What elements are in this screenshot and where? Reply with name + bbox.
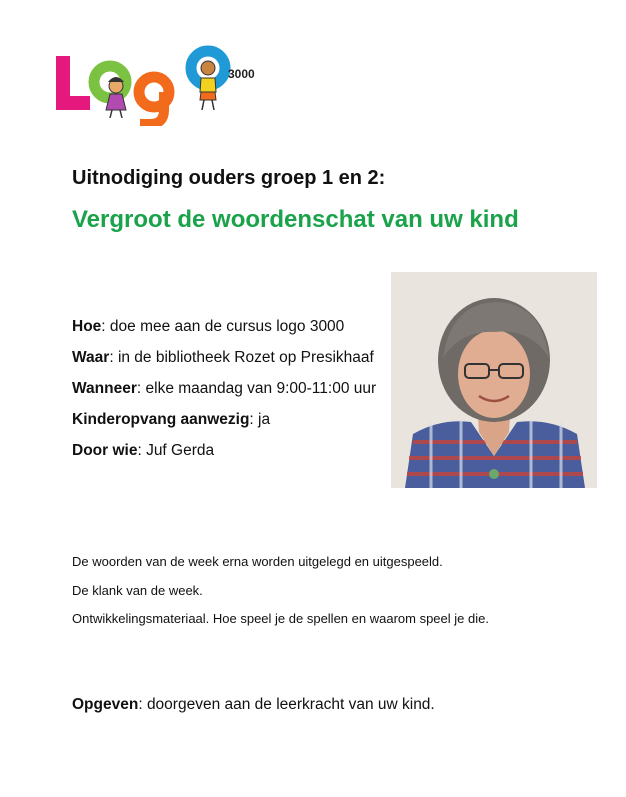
teacher-portrait-photo	[391, 272, 597, 488]
detail-where: Waar: in de bibliotheek Rozet op Presikhaaf	[72, 349, 374, 366]
signup-label: Opgeven	[72, 696, 139, 713]
program-item: De klank van de week.	[72, 582, 203, 598]
logo-suffix: 3000	[228, 67, 255, 81]
detail-when: Wanneer: elke maandag van 9:00-11:00 uur	[72, 380, 377, 397]
invitation-heading: Uitnodiging ouders groep 1 en 2:	[72, 167, 386, 189]
logo3000-logo	[52, 44, 262, 126]
detail-who: Door wie: Juf Gerda	[72, 442, 215, 459]
detail-childcare: Kinderopvang aanwezig: ja	[72, 411, 271, 428]
page-title: Vergroot de woordenschat van uw kind	[72, 206, 519, 233]
logo-letter-l	[56, 56, 90, 110]
signup-value: : doorgeven aan de leerkracht van uw kind.	[138, 696, 435, 713]
details-list	[72, 311, 376, 466]
program-item: De woorden van de week erna worden uitgelegd en uitgespeeld.	[72, 554, 443, 569]
boy-figure-icon	[200, 61, 216, 110]
program-item: Ontwikkelingsmateriaal. Hoe speel je de spellen en waarom speel je die.	[72, 611, 489, 626]
program-list	[72, 548, 489, 634]
detail-how: Hoe: doe mee aan de cursus logo 3000	[72, 318, 345, 335]
signup-line	[72, 696, 435, 714]
